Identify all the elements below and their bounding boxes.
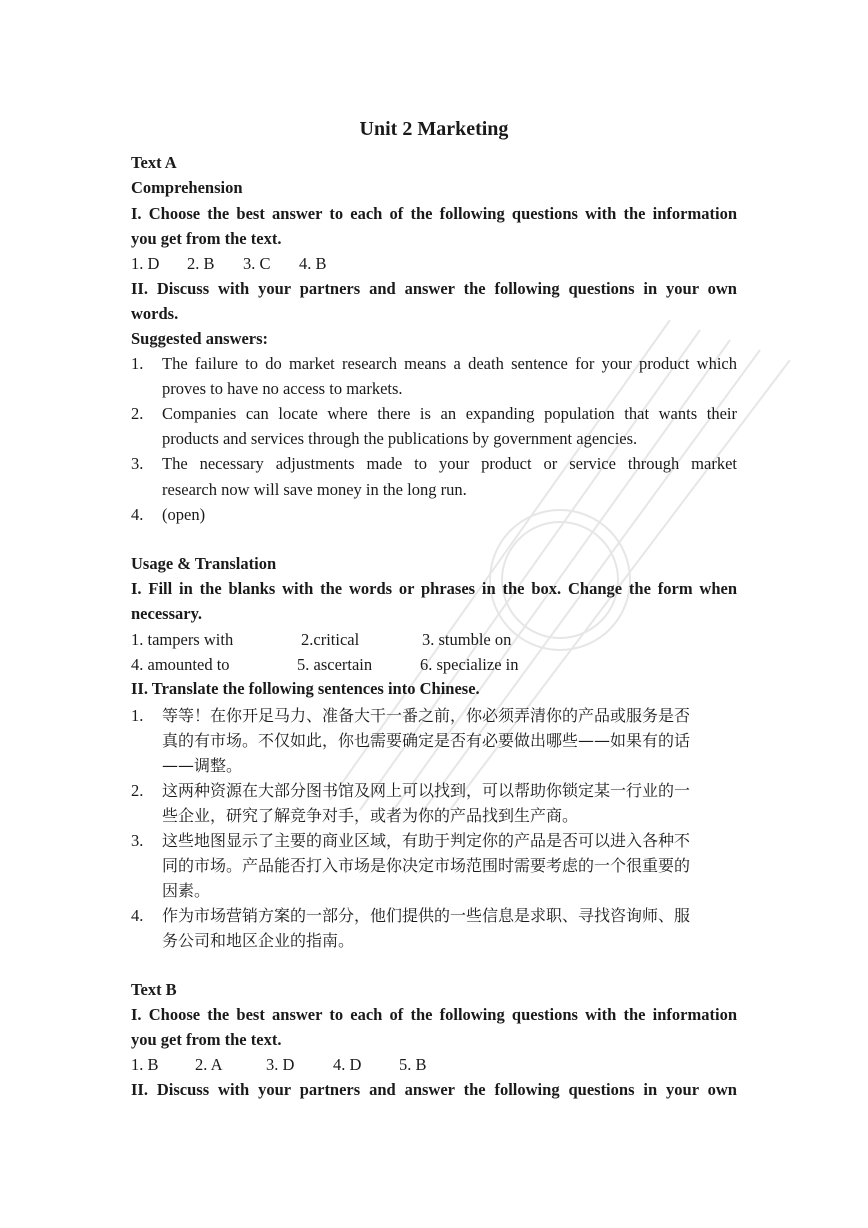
translation-line: 真的有市场。不仅如此，你也需要确定是否有必要做出哪些——如果有的话 [162, 731, 691, 750]
text-b-answer: 4. D [333, 1055, 362, 1074]
fill-answer: 6. specialize in [420, 655, 519, 674]
discussion-answer-line: The necessary adjustments made to your product or service through market [162, 454, 737, 473]
translation-line: 这些地图显示了主要的商业区域，有助于判定你的产品是否可以进入各种不 [162, 831, 691, 850]
discussion-answer-line: (open) [162, 505, 206, 524]
translation-line: 等等！在你开足马力、准备大干一番之前，你必须弄清你的产品或服务是否 [162, 706, 691, 725]
discussion-number: 3. [131, 454, 144, 473]
discussion-answer-line: products and services through the publications by government agencies. [162, 429, 638, 448]
comprehension-heading: Comprehension [131, 178, 243, 197]
discussion-answer-line: research now will save money in the long run. [162, 480, 467, 499]
fill-answer: 5. ascertain [297, 655, 373, 674]
text-b-answer: 1. B [131, 1055, 159, 1074]
translation-line: 因素。 [162, 881, 211, 900]
fill-answer: 1. tampers with [131, 630, 234, 649]
discussion-answer-line: The failure to do market research means a death sentence for your product which [162, 354, 737, 373]
translation-line: 这两种资源在大部分图书馆及网上可以找到，可以帮助你锁定某一行业的一 [162, 781, 691, 800]
fill-answer: 2.critical [301, 630, 360, 649]
translation-line: 作为市场营销方案的一部分，他们提供的一些信息是求职、寻找咨询师、服 [162, 906, 691, 925]
discussion-answer-line: proves to have no access to markets. [162, 379, 403, 398]
text-a-q1-heading-line1: I. Choose the best answer to each of the following questions with the information [131, 204, 737, 223]
discussion-number: 2. [131, 404, 144, 423]
fill-answer: 4. amounted to [131, 655, 230, 674]
text-a-answer: 4. B [299, 254, 327, 273]
discussion-number: 1. [131, 354, 144, 373]
text-b-q2-heading-line1: II. Discuss with your partners and answer the following questions in your own [131, 1080, 737, 1099]
translation-number: 2. [131, 781, 144, 800]
text-a-q2-heading-line1: II. Discuss with your partners and answer the following questions in your own [131, 279, 737, 298]
translation-number: 4. [131, 906, 144, 925]
text-a-heading: Text A [131, 153, 177, 172]
text-b-answer: 3. D [266, 1055, 295, 1074]
text-b-q1-heading-line1: I. Choose the best answer to each of the following questions with the information [131, 1005, 737, 1024]
fill-answer: 3. stumble on [422, 630, 512, 649]
text-a-answer: 2. B [187, 254, 215, 273]
text-b-answer: 2. A [195, 1055, 223, 1074]
text-a-answer: 1. D [131, 254, 160, 273]
text-b-heading: Text B [131, 980, 177, 999]
text-a-q2-heading-line2: words. [131, 304, 179, 323]
translation-line: 些企业，研究了解竞争对手，或者为你的产品找到生产商。 [162, 806, 579, 825]
translate-heading: II. Translate the following sentences into Chinese. [131, 679, 480, 698]
page-title: Unit 2 Marketing [359, 118, 509, 140]
translation-line: 同的市场。产品能否打入市场是你决定市场范围时需要考虑的一个很重要的 [162, 856, 691, 875]
fill-blanks-heading-line2: necessary. [131, 604, 203, 623]
discussion-answer-line: Companies can locate where there is an expanding population that wants their [162, 404, 737, 423]
text-a-q1-heading-line2: you get from the text. [131, 229, 282, 248]
translation-number: 1. [131, 706, 144, 725]
translation-line: 务公司和地区企业的指南。 [162, 931, 355, 950]
translation-line: ——调整。 [162, 756, 243, 775]
text-b-answer: 5. B [399, 1055, 427, 1074]
suggested-answers-label: Suggested answers: [131, 329, 269, 348]
translation-number: 3. [131, 831, 144, 850]
usage-translation-heading: Usage & Translation [131, 554, 277, 573]
text-a-answer: 3. C [243, 254, 271, 273]
text-b-q1-heading-line2: you get from the text. [131, 1030, 282, 1049]
discussion-number: 4. [131, 505, 144, 524]
fill-blanks-heading-line1: I. Fill in the blanks with the words or phrases in the box. Change the form when [131, 579, 737, 598]
